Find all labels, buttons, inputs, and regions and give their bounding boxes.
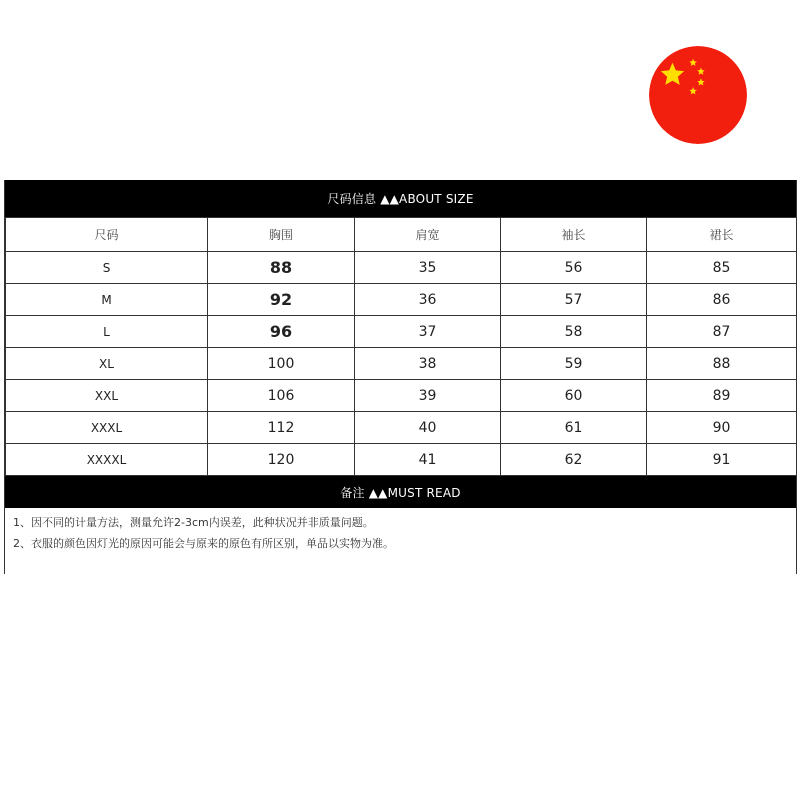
column-header: 袖长 (501, 218, 647, 252)
size-label-cell: XL (6, 348, 208, 380)
measurement-cell: 58 (501, 316, 647, 348)
size-label-cell: XXL (6, 380, 208, 412)
notes-title: 备注 ▲▲MUST READ (5, 476, 796, 508)
measurement-cell: 38 (355, 348, 501, 380)
measurement-cell: 91 (647, 444, 797, 476)
measurement-cell: 62 (501, 444, 647, 476)
measurement-cell: 35 (355, 252, 501, 284)
size-table (5, 217, 797, 476)
table-row (6, 252, 797, 284)
size-label-cell: XXXL (6, 412, 208, 444)
table-row (6, 316, 797, 348)
measurement-cell: 92 (208, 284, 355, 316)
measurement-cell: 36 (355, 284, 501, 316)
measurement-cell: 60 (501, 380, 647, 412)
measurement-cell: 88 (208, 252, 355, 284)
table-row (6, 444, 797, 476)
size-label-cell: L (6, 316, 208, 348)
size-chart (4, 180, 797, 574)
measurement-cell: 88 (647, 348, 797, 380)
note-item: 2、衣服的颜色因灯光的原因可能会与原来的原色有所区别，单品以实物为准。 (13, 537, 394, 550)
measurement-cell: 39 (355, 380, 501, 412)
measurement-cell: 112 (208, 412, 355, 444)
note-item: 1、因不同的计量方法，测量允许2-3cm内误差，此种状况并非质量问题。 (13, 516, 374, 529)
measurement-cell: 96 (208, 316, 355, 348)
measurement-cell: 59 (501, 348, 647, 380)
size-chart-title: 尺码信息 ▲▲ABOUT SIZE (5, 180, 796, 217)
measurement-cell: 56 (501, 252, 647, 284)
column-header: 胸围 (208, 218, 355, 252)
measurement-cell: 89 (647, 380, 797, 412)
measurement-cell: 106 (208, 380, 355, 412)
measurement-cell: 86 (647, 284, 797, 316)
column-header: 裙长 (647, 218, 797, 252)
measurement-cell: 100 (208, 348, 355, 380)
measurement-cell: 120 (208, 444, 355, 476)
table-row (6, 380, 797, 412)
table-row (6, 284, 797, 316)
measurement-cell: 57 (501, 284, 647, 316)
table-header-row (6, 218, 797, 252)
size-label-cell: S (6, 252, 208, 284)
measurement-cell: 90 (647, 412, 797, 444)
measurement-cell: 85 (647, 252, 797, 284)
measurement-cell: 40 (355, 412, 501, 444)
measurement-cell: 87 (647, 316, 797, 348)
table-row (6, 348, 797, 380)
column-header: 肩宽 (355, 218, 501, 252)
flag-graphic (649, 46, 747, 144)
measurement-cell: 41 (355, 444, 501, 476)
china-flag-icon (649, 46, 747, 144)
measurement-cell: 37 (355, 316, 501, 348)
size-label-cell: M (6, 284, 208, 316)
measurement-cell: 61 (501, 412, 647, 444)
table-row (6, 412, 797, 444)
notes-list (5, 508, 796, 558)
column-header: 尺码 (6, 218, 208, 252)
size-label-cell: XXXXL (6, 444, 208, 476)
